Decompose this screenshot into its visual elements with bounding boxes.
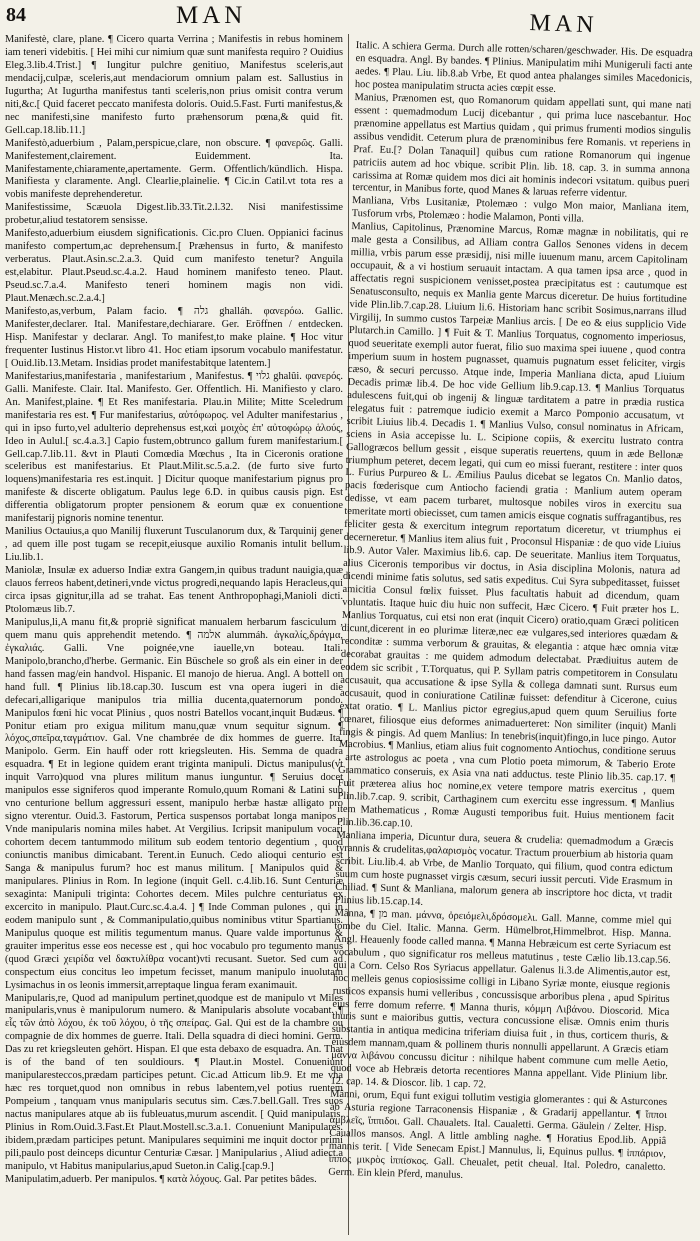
dictionary-entry: Manipulatim,aduerb. Per manipulos. ¶ κατὰ λόχους. Gal. Par petites bâdes. (5, 1173, 317, 1185)
right-column (327, 40, 693, 1241)
dictionary-entry: Manipulus,li,A manu fit,& propriè significat manualem herbarum fasciculum , quem manu quis apprehendit metendo. ¶ אלמה alummáh. ἀγκαλίς,δράγμα, ἐγκαλιάς. Galli. Vne poignée,vne iauelle,vn boteau. Itali. Manipolo,brancho,d'herbe. Germanic. Ein Büschele so groß als ein einer in der hand fassen mag/ein handvol. Hispanic. El manojo de hierua. Angl. A bottell on hand full. ¶ Plinius lib.18.cap.30. Iuscum est vna opera iugeri in die defecari,alligarique manipulos tria millia ducenta,quaternorum pondo. Manipulos fœni hic vocat Plinius , quos nostri Batellos vocant,inquit Budæus. ¶ Ponitur etiam pro exigua militum manu,quæ vnum sequitur signum. ¶ λόχος,σπεῖρα,ταγμάτιον. Gal. Vne chambrée de dix hommes de guerre. Ita. Manipolo. Germ. Ein hauff oder rott kriegsleuten. His. Semma de quadra esquadra. ¶ Et in legione quidem erant triginta manipuli. Dictus manipulus(vt inquit Varro)quod vna plures militum manus iunguntur. ¶ Seruius docet manipulos esse signiferos quod imperante Romulo,quum Romani & Latini sub vno centurione bellum aggressuri essent, manipulo herbæ hastæ alligato pro signo vterentur. Ouid.3. Fastorum, Pertica suspensos portabat longa manipos , Vnde manipularis nomina miles habet. At Vergilius. Icripsit manipulum vocari cohortem decem tantummodo militum sub eodem tentorio degentium , quod coniunctis manibus dimicabant. Terent.in Eunuch. Cedo alioqui centurio est Sanga & manipulus furum? hoc est manus militum. [ Manipulos quid & manipulares. Plinius in Rom. In legione (inquit Gell. c.4.lib.16. Sunt Centuriæ sexaginta: Manipuli triginta: Cohortes decem. Miles pulchre centuriatus ex excercito in manipulo. Plaut.Curc.sc.4.a.4. ] ¶ Inde Comman pulones , qui in eodem manipulo sunt , & Commanipulatio,quibus nominibus vtitur Spartianus. Manipulus quoque est militis tegumentum manus. Quare valde importunus & grauiter imperitus esse eos necesse est , qui hoc vocabulo pro tegumento manus (quod Græci χειρίδα vel δακτυλίθρα vocant)vti recusant. Suetor. Sed cum ad conspectum eius concitus leo impetum fecisset, manum manipulo inuolutam Lysimachus in os leonis immersit,arreptaque lingua feram exanimauit. (5, 616, 343, 991)
dictionary-entry: Maniolæ, Insulæ ex aduerso Indiæ extra Gangem,in quibus tradunt nauigia,quæ clauos ferreos habent,detineri,vnde victus progredi,nequando lapis Heracleus,qui circa ipsas gignitur,illa ad se trahat. Eas tenent Anthropophagi,Manioli dicti. Ptolomæus lib.7. (5, 565, 343, 615)
dictionary-entry: Manifesto,aduerbium eiusdem significationis. Cic.pro Cluen. Oppianici facinus manifesto compertum,ac deprehensum.[ Præhensus in furto, & manifesto verberatus. Plaut.Asin.sc.2.a.3. Quid cum manifesto tenetur? Anguila est,elabitur. Plaut.Pseud.sc.4.a.2. Haud hominem manifesto teneo. Plaut. Pseud.sc.7.a.4. Manifesto teneri hominem magis non vidi. Plaut.Menæch.sc.2.a.4.] (5, 228, 343, 305)
dictionary-entry: Manliana, Vrbs Lusitaniæ, Ptolemæo : vulgo Mon maior, Manliana item, Tusforum vrbs, Ptolemæo : hodie Malamon, Ponti villa. (351, 195, 690, 226)
dictionary-entry: Manifestarius,manifestaria , manifestarium , Manifestus. ¶ גלוי ghalûi. φανερός. Galli. Manifeste. Clair. Ital. Manifesto. Ger. Offentlich. Hi. Manifiesto y claro. An. Manifest,plaine. ¶ Et Res manifestaria. Plau.in Milite; Mitte Sceledrum manifestaria res est. ¶ Fur manifestarius, αὐτόφωρος. vel Adulter manifestarius , qui in ipso furto,vel adulterio deprehensus est,καὶ μοιχὸς ἐπ' αὐτοφώρῳ ἁλούς, Ideo in Aulul.[ sc.4.a.3.] Capio fustem,obtrunco gallum furem manifestarium.[ Gell.cap.7.lib.11. &vt in Plauti Comœdia Mœchus , Ita in Ciceronis oratione sceleribus est manifestarius. Et Plaut.Milit.sc.5.a.2. (de furto sive furto loquens)manifestaria res est.inquit. ] Dicitur quoque manifestarium pignus pro manifeste & discerte obligatum. Paulus lege 6.D. in quibus causis pign. Est differentia obligatorum propter pensionem & eorum quæ ex conuentione manifestarij pignoris nomine tenentur. (5, 370, 343, 525)
dictionary-entry: Manifestissime, Scæuola Digest.lib.33.Tit.2.l.32. Nisi manifestissime probetur,aliud testatorem sensisse. (5, 202, 343, 227)
dictionary-entry: Mânna, ¶ מן man. μάννα, ὀρειόμελι,δρόσομελι. Gall. Manne, comme miel qui tombe du Ciel. Italic. Manna. Germ. Hümelbrot,Himmelbrot. Hisp. Manna. Angl. Heauenly foode called manna. ¶ Manna Hebræicum est certe Syriacum est vocabulum , quo significatur ros melleus matutinus , teste Cælio lib.13.cap.56. qui a Corn. Celso Ros Syriacus appellatur. Galenus li.3.de Alimentis,autor est, hoc melleis genus copiosissime colligi in Libano Syriæ monte, eiusque regionis rusticos expansis humi velleribus , concussisque arboribus plena , apud Spiritus eius ferre domum referre. ¶ Manna thuris, κόμμη Λιβάνου. Dioscorid. Mica thuris sunt e maioribus guttis, vectura concussione elisæ. Omnis enim thuris substantia in antiqua medicina triferiam diuisa fuit , in thus, corticem thuris, & eiusdem mannam,quam & pollinem thuris nonnulli appellarunt. A Græcis etiam μάννα λιβάνου concussu dicitur : nihilque habent commune cum melle Aetio, quod voce ab Hebræis detorta recentiores Manna appellant. Vide Plinium libr. 12. cap. 14. & Dioscor. lib. 1 cap. 72. (330, 907, 672, 1091)
dictionary-entry: Mânni, orum, Equi funt exigui tollutim vestigia glomerantes : qui & Asturcones ab Asturia regione Tarraconensis Hispaniæ , & Gradarij appellantur. ¶ ἵπποι ἀμβλεῖς, ἵππιδοι. Gall. Chaualets. Ital. Caualetti. Germa. Gäulein / Zelter. Hisp. Cauallos mansos. Angl. A little ambling naghe. ¶ Horatius Epod.lib. Appiâ mannis terit. [ Vide Senecam Epist.] Mannulus, li, Equinus pullus. ¶ ἱππάριον, ἵππος μικρὸς ἱππίσκος. Gall. Cheualet, petit cheual. Ital. Poledro, canaletto. Germ. Ein klein Pferd, manulus. (328, 1088, 668, 1181)
running-head-left: MAN (176, 2, 247, 29)
dictionary-entry: Italic. A schiera Germa. Durch alle rotten/scharen/geschwader. His. De esquadra en esquadra. Angl. By bandes. ¶ Plinius. Manipulatim mihi Munigeruli facti ante aedes. ¶ Plau. Liu. lib.8.ab Vrbe, Et quod antea phalanges similes Macedonicis, hoc postea manipulatim structa acies cœpit esse. (354, 40, 693, 95)
page-number: 84 (6, 4, 26, 26)
dictionary-entry: Manlius, Capitolinus, Prænomine Marcus, Romæ magnæ in nobilitatis, qui re male gesta a Consilibus, ad Alliam contra Gallos Senones videns in decem millia, vrbis parum esse præsidij, nisi mille iuuenum manu, arcem Capitolinam occupauit, & a vi hostium seruauit intactam. A qua tamen ipsa arce , quod in affectatis regni suspicionem venisset,postea præcipitatus est : cautumque est Senatusconsulto, nequis ex Manlia gente Marcus diceretur. De huius fortitudine vide Plin.lib.7.cap.28. Liuium li.6. Historiam hanc scribit Sosimus,narrans illud Virgilij, In summo custos Tarpeiæ Manlius arcis. [ De eo & eius supplicio Vide Plutarch.in Camillo. ] ¶ Fuit & T. Manlius Torquatus, cognomento imperiosus, quod seueritate exempli autor fuerat, filio suo maxima spei iuuene , quod contra imperium suum in hostem pugnasset, quamuis pugnatum esset feliciter, virgis cæso, & securi percusso. Atque inde, Imperia Manliana dicta, apud Liuium Decadis primæ lib.4. De hoc vide Gellium lib.9.cap.13. ¶ Manlius Torquatus adulescens fuit,qui ob ingenij & linguæ tarditatem a patre in prædia rustica relegatus fuit : patremque iudicio exemit a Marco Pomponio accusatum, vt scribit Liuius lib.4. Decadis 1. ¶ Manlius Vulso, consul nominatus in Africam, sciens in Asia accepisse lu. L. Scipione copiis, & exercitu lustrato contra Gallogræcos bellum gessit , eisque superatis reuertens, quum in æde Bellonæ triumphum peteret, decem legati, qui cum eo missi fuerant, restitere : inter quos L. Furius Purpureo & L. Æmilius Paulus dicebat se legatos Cn. Manlio datos, pacis fœderisque cum Antiocho faciendi gratia : Manlium autem operam dedisse, vt eam pacem turbaret, multosque nobiles viros in exercitu sua temeritate morti obiecisset, cum tamen amicis eisque cognatis suffragantibus, res feliciter gesta & exercitum integrum reportatum diceretur, vt triumphus ei decerneretur. ¶ Manlius item alius fuit , Proconsul Hispaniæ : de quo vide Liuius lib.9. Autor Valer. Maximius lib.6. cap. De seueritate. Manlius item Torquatus, alius Ciceronis temporibus vir doctus, in Asia disciplina Molonis, natura ad dicendi minime fatis solutus, sed satis expeditus. Cui Syra subpeditasset, fuisset amicitia Consul fœlix fuisset. Plus facultatis habuit ad dicendum, quam voluntatis. Itaque huic diu huic non suffecit, Hæc Cicero. ¶ Fuit præter hos L. Manlius Torquatus, cui etsi non erat (inquit Cicero) oratio,quam Græci politicen dicunt,dicerent in eo plurimæ literæ,nec eæ vulgares,sed interiores quædam & reconditæ : summa verborum & grauitas, & elegantia : atque hæc omnia vitæ decorabat grauitas : me quidem admodum delectabat. Prædiuitus autem de eodem sic scribit , T.Torquatus, qui P. Syllam patris competitorem in Consulatu accusauit, qua accusatione & ipse Sylla & collega damnati sunt. Rursus eum accusauit, quod in coniuratione Catilinæ fuisset: defenditur à Cicerone, cuius extat oratio. ¶ L. Manlius pictor egregius,apud quem quum Seruilius forte cœnaret, filiosque eius deformes animaduerteret: Non similiter (inquit) Manli fingis & pingis. Ad quem Manlius: In tenebris(inquit)fingo,in luce pingo. Autor Macrobius. ¶ Manlius, etiam alius fuit cognomento Antiochus, conditione seruus , arte astrologus ac poeta , vna cum Plotio poeta mimorum, & Taberio Erote Grammatico conseruis, ex Asia vna nati adductus. teste Plinio lib.35. cap.17. ¶ Fuit præterea alius hoc nomine,ex vetere tempore matris exercitus , quem Plin.lib.7.cap. 9. scribit, Carthaginem cum exercitu esse ingressum. ¶ Manlius item Mathematicus , Romæ Augusti temporibus fuit. Huius mentionem facit Plin.lib.36.cap.10. (336, 221, 689, 830)
dictionary-entry: Manius, Prænomen est, quo Romanorum quidam appellati sunt, qui mane nati essent : quemadmodum Lucij dicebantur , qui prima luce nascebantur. Hoc prænomine appellatus est Martius quidam , qui primus frumenti modios singulis assibus vendidit. Ceterum plura de prænominibus fere Romanis. vt reperiens in Praf. Eu.[? Dolan Tanaquil] quibus cum ratione Romanorum qui ingenue patriciis autem ad hoc vbique. scribit Plin. lib. 18. cap. 3. in summa annona carissima at Romæ quidem mos dici ait hominis indecori vsitatum. quibus pueri tercentur, in Manibus forte, quod Manes & laruas referre videntur. (352, 91, 692, 201)
dictionary-entry: Manifestè, clare, plane. ¶ Cicero quarta Verrina ; Manifestis in rebus hominem iam teneri videbitis. [ Hei mihi cur nimium quæ sunt manifesta requiro ? Ouidius Eleg.3.lib.4.Trist.] ¶ Iungitur pulchre genitiuo, Manifestus sceleris,aut mendacij,culpæ, sceleris,aut mendaciorum omnium palam est. Sallustius in Iugurtha; At Iugurtha manifestus tanti sceleris,non prius omisit contra verum niti,&c.[ Quid faceret peccato manifesta doloris. Ouid.5.Fast. Furti manifestus,& nec manifesti,sine manifesto furto præhensorum pœna,& quid fit. Gell.cap.18.lib.11.] (5, 34, 343, 136)
dictionary-entry: Manifesto,as,verbum, Palam facio. ¶ גלה ghalláh. φανερόω. Gallic. Manifester,declarer. Ital. Manifestare,dechiarare. Ger. Eröffnen / entdecken. Hisp. Manifestar y declarar. Angl. To manifest,to make plaine. ¶ Hoc vitur frequenter Iustinus Histor.vt libro 41. Hoc etiam ipsorum vocabulo manifestatur. [ Ouid.lib.13.Metam. Insidias prodet manifestabitque latentem.] (5, 306, 343, 369)
left-column (5, 34, 349, 1235)
dictionary-entry: Manliana imperia, Dicuntur dura, seuera & crudelia: quemadmodum a Græcis tyrannis & crudelitas,φαλαρισμὸς vocatur. Tractum prouerbium ab historia quam scribit. Liu.lib.4. ab Vrbe, de Manlio Torquato, qui filium, quod contra edictum suum cum hoste pugnasset virgis cæsum, securi iussit percuti. Vide Erasmum in Chiliad. ¶ Sunt & Manliana, malorum genera ab inscriptore hoc dicta, vt tradit Plinius lib.15.cap.14. (334, 829, 674, 908)
running-head-right: MAN (529, 10, 598, 39)
dictionary-entry: Manifestò,aduerbium , Palam,perspicue,clare, non obscure. ¶ φανερῶς. Galli. Manifestement,clairement. Euidemment. Ita. Manifestamente,chiaramente,apertamente. Germ. Offentlich/kündlich. Hispa. Manifiesta y claramente. Angl. Clearlie,plainelie. ¶ Cic.in Catil.vt tota res a vobis manifeste deprehenderetur. (5, 137, 343, 201)
dictionary-entry: Manilius Octauius,a quo Manilij fluxerunt Tusculanorum dux, & Tarquinij gener , ad quem ille post tugam se recepit,eiusque auxilio Romanis intulit bellum. Liu.lib.1. (5, 526, 343, 564)
dictionary-entry: Manipularis,re, Quod ad manipulum pertinet,quodque est de manipulo vt Miles manipularis,vnus è manipulorum numero. & Manipularis absolute vocabant. ¶ εἷς τῶν ἀπὸ λόχου, ἐκ τοῦ λόχου, ὁ τῆς σπείρας. Gal. Qui est de la chambre ou compagnie de dix hommes de guerre. Itali. Della squadra di dieci homini. Germ. Das zu ret kriegsleuten gehört. Hispan. El que esta debaxo de esquadra. An. That is of the band of ten souldiours. ¶ Plaut.in Mostel. Conueniunt manipularesteccos,prædam participes petunt. Cic.ad Atticum lib.9. Et me vna hæc res torquet,quod non omnibus in rebus labentem,vel potius ruentem Pompeium , tanquam vnus manipularis secutus sim. Cæs.7.bell.Gall. Tres suos nactus manipulares atque ab iis fubleuatus,murum ascendit. [ Quid manipularis. Plinius in Rom.Ouid.3.Fast.Et Plaut.Mostell.sc.3.a.1. Conueniunt Manipulares. ibidem,prædam participes petunt. Manipulares sequimini me inquit doctor primi pili,paulo post deinceps dicuntur Centuriæ Cæsar. ] Manipularius , Aliud adiect.a manipulo, vt Habitus manipularius,apud Sueton.in Calig.[cap.9.] (5, 992, 343, 1172)
